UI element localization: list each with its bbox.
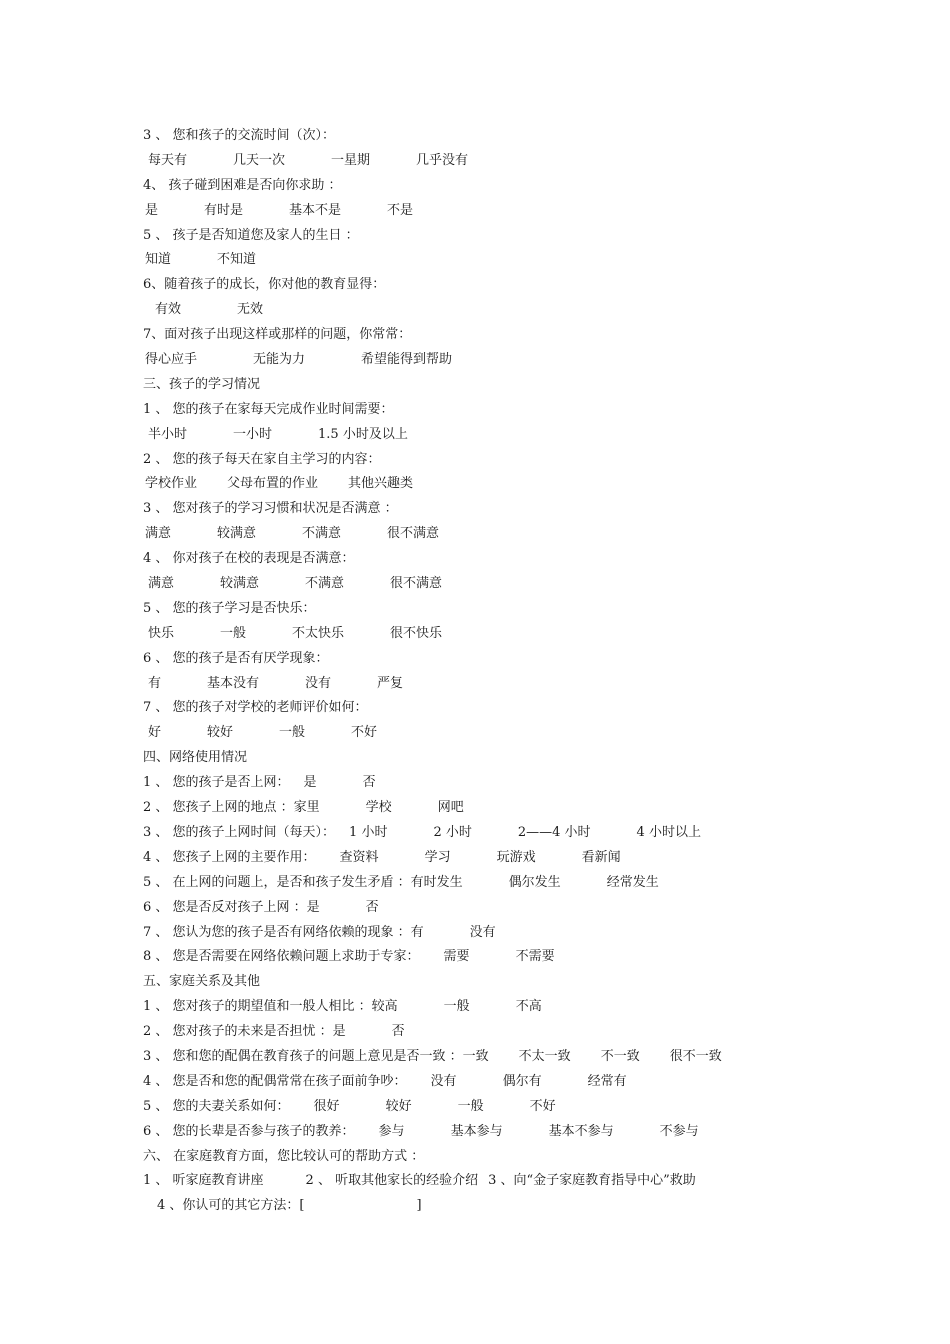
answer-option: 1 小时 <box>349 824 388 840</box>
document-line <box>143 373 803 398</box>
answer-option: 学习 <box>424 849 451 865</box>
document-line <box>143 1070 803 1095</box>
answer-option: 严复 <box>377 675 404 691</box>
answer-option: 父母布置的作业 <box>227 476 319 492</box>
question-text: 8 、 您是否需要在网络依赖问题上求助于专家： <box>143 949 420 965</box>
question-text: 4 、 你对孩子在校的表现是否满意： <box>143 551 355 567</box>
answer-option: 4 小时以上 <box>636 824 701 840</box>
document-line <box>143 398 803 423</box>
answer-option: 经常发生 <box>606 874 659 890</box>
question-text: 快乐 <box>148 625 175 641</box>
document-line <box>143 921 803 946</box>
answer-option: 2——4 小时 <box>517 824 591 840</box>
question-text: 5 、 您的夫妻关系如何： <box>143 1098 290 1114</box>
answer-option: 基本不参与 <box>548 1123 614 1139</box>
question-text: 4、 孩子碰到困难是否向你求助 ： <box>143 177 342 193</box>
document-line <box>143 771 803 796</box>
answer-option: 否 <box>362 775 376 791</box>
question-text: 学校作业 <box>145 476 198 492</box>
answer-option: 2 小时 <box>433 824 472 840</box>
document-line <box>143 174 803 199</box>
questionnaire-document <box>143 124 803 1219</box>
document-line <box>143 522 803 547</box>
document-line <box>143 945 803 970</box>
question-text: 1 、 听家庭教育讲座 <box>143 1173 264 1189</box>
answer-option: 不满意 <box>305 576 345 592</box>
answer-option: 不是 <box>387 202 414 218</box>
question-text: 半小时 <box>148 426 188 442</box>
document-line <box>143 1045 803 1070</box>
answer-option: 看新闻 <box>581 849 621 865</box>
answer-option: 参与 <box>378 1123 405 1139</box>
question-text: 7 、 您认为您的孩子是否有网络依赖的现象 ：有 <box>143 924 424 940</box>
answer-option: 很不满意 <box>387 526 440 542</box>
answer-option: 无效 <box>237 302 264 318</box>
document-line <box>143 821 803 846</box>
document-line <box>143 497 803 522</box>
question-text: 4 、 您孩子上网的主要作用： <box>143 849 316 865</box>
answer-option: 有时是 <box>204 202 244 218</box>
answer-option: 几乎没有 <box>416 152 469 168</box>
answer-option: 偶尔有 <box>502 1073 542 1089</box>
document-line <box>143 896 803 921</box>
answer-option: 基本参与 <box>450 1123 503 1139</box>
answer-option: 不太快乐 <box>292 625 345 641</box>
answer-option: 学校 <box>365 800 392 816</box>
answer-option: 偶尔发生 <box>508 874 561 890</box>
answer-option: 很不满意 <box>390 576 443 592</box>
question-text: 3 、 您和您的配偶在教育孩子的问题上意见是否一致 ：一致 <box>143 1048 489 1064</box>
document-line <box>143 1194 803 1219</box>
answer-option: 一般 <box>279 725 306 741</box>
question-text: 知道 <box>145 252 172 268</box>
answer-option: 希望能得到帮助 <box>361 352 453 368</box>
answer-option: 不高 <box>515 999 542 1015</box>
question-text: 1 、 您的孩子是否上网： <box>143 775 290 791</box>
document-line <box>143 721 803 746</box>
answer-option: ] <box>416 1198 422 1214</box>
question-text: 6、随着孩子的成长，你对他的教育显得： <box>143 277 386 293</box>
answer-option: 一小时 <box>233 426 273 442</box>
question-text: 2 、 您孩子上网的地点 ：家里 <box>143 800 320 816</box>
question-text: 得心应手 <box>145 352 198 368</box>
question-text: 2 、 您对孩子的未来是否担忧 ：是 <box>143 1024 346 1040</box>
answer-option: 否 <box>365 899 379 915</box>
document-line <box>143 995 803 1020</box>
answer-option: 较好 <box>207 725 234 741</box>
question-text: 3 、 您对孩子的学习习惯和状况是否满意 ： <box>143 501 398 517</box>
answer-option: 较满意 <box>220 576 260 592</box>
answer-option: 不太一致 <box>518 1048 571 1064</box>
document-line <box>143 597 803 622</box>
answer-option: 较满意 <box>217 526 257 542</box>
document-line <box>143 348 803 373</box>
answer-option: 网吧 <box>437 800 464 816</box>
answer-option: 几天一次 <box>233 152 286 168</box>
answer-option: 没有 <box>469 924 496 940</box>
question-text: 满意 <box>145 526 172 542</box>
document-line <box>143 323 803 348</box>
answer-option: 不知道 <box>217 252 257 268</box>
question-text: 好 <box>148 725 162 741</box>
document-line <box>143 572 803 597</box>
document-line <box>143 448 803 473</box>
question-text: 五、家庭关系及其他 <box>143 974 261 990</box>
document-line <box>143 224 803 249</box>
document-line <box>143 746 803 771</box>
answer-option: 2 、 听取其他家长的经验介绍 <box>305 1173 479 1189</box>
answer-option: 不参与 <box>659 1123 699 1139</box>
question-text: 7 、 您的孩子对学校的老师评价如何： <box>143 700 368 716</box>
document-line <box>143 871 803 896</box>
question-text: 4 、你认可的其它方法：[ <box>157 1198 305 1214</box>
question-text: 6 、 您是否反对孩子上网 ：是 <box>143 899 320 915</box>
document-line <box>143 423 803 448</box>
document-line <box>143 298 803 323</box>
question-text: 5 、 在上网的问题上，是否和孩子发生矛盾 ：有时发生 <box>143 874 463 890</box>
document-line <box>143 846 803 871</box>
document-line <box>143 149 803 174</box>
answer-option: 不满意 <box>302 526 342 542</box>
question-text: 5 、 孩子是否知道您及家人的生日 ： <box>143 227 359 243</box>
answer-option: 没有 <box>430 1073 457 1089</box>
question-text: 有 <box>148 675 162 691</box>
answer-option: 不一致 <box>600 1048 640 1064</box>
answer-option: 不好 <box>529 1098 556 1114</box>
answer-option: 经常有 <box>587 1073 627 1089</box>
answer-option: 较好 <box>385 1098 412 1114</box>
answer-option: 无能为力 <box>253 352 306 368</box>
answer-option: 不需要 <box>515 949 555 965</box>
answer-option: 没有 <box>305 675 332 691</box>
document-line <box>143 1020 803 1045</box>
question-text: 四、网络使用情况 <box>143 750 248 766</box>
document-line <box>143 248 803 273</box>
answer-option: 一般 <box>443 999 470 1015</box>
answer-option: 其他兴趣类 <box>348 476 414 492</box>
document-line <box>143 672 803 697</box>
answer-option: 基本不是 <box>289 202 342 218</box>
document-line <box>143 273 803 298</box>
question-text: 3 、 您的孩子上网时间（每天）： <box>143 824 336 840</box>
answer-option: 一般 <box>220 625 247 641</box>
document-line <box>143 547 803 572</box>
document-line <box>143 124 803 149</box>
question-text: 7、面对孩子出现这样或那样的问题，你常常： <box>143 327 412 343</box>
question-text: 6 、 您的孩子是否有厌学现象： <box>143 650 329 666</box>
document-line <box>143 199 803 224</box>
document-line <box>143 1095 803 1120</box>
answer-option: 查资料 <box>339 849 379 865</box>
question-text: 3 、 您和孩子的交流时间（次）： <box>143 128 336 143</box>
question-text: 6 、 您的长辈是否参与孩子的教养： <box>143 1123 355 1139</box>
answer-option: 基本没有 <box>207 675 260 691</box>
question-text: 1 、 您对孩子的期望值和一般人相比 ：较高 <box>143 999 398 1015</box>
answer-option: 很好 <box>313 1098 340 1114</box>
answer-option: 一般 <box>457 1098 484 1114</box>
answer-option: 3 、向“金子家庭教育指导中心”救助 <box>488 1173 696 1189</box>
question-text: 4 、 您是否和您的配偶常常在孩子面前争吵： <box>143 1073 407 1089</box>
document-line <box>143 622 803 647</box>
question-text: 有效 <box>155 302 182 318</box>
question-text: 2 、 您的孩子每天在家自主学习的内容： <box>143 451 381 467</box>
document-line <box>143 796 803 821</box>
answer-option: 需要 <box>443 949 470 965</box>
answer-option: 1.5 小时及以上 <box>318 426 408 442</box>
document-line <box>143 472 803 497</box>
question-text: 5 、 您的孩子学习是否快乐： <box>143 600 316 616</box>
document-line <box>143 1120 803 1145</box>
question-text: 1 、 您的孩子在家每天完成作业时间需要： <box>143 401 394 417</box>
answer-option: 很不快乐 <box>390 625 443 641</box>
answer-option: 是 <box>303 775 317 791</box>
document-line <box>143 970 803 995</box>
answer-option: 玩游戏 <box>496 849 536 865</box>
document-line <box>143 696 803 721</box>
answer-option: 很不一致 <box>669 1048 722 1064</box>
answer-option: 不好 <box>351 725 378 741</box>
document-line <box>143 1169 803 1194</box>
question-text: 三、孩子的学习情况 <box>143 376 261 392</box>
document-line <box>143 1145 803 1170</box>
document-line <box>143 647 803 672</box>
question-text: 满意 <box>148 576 175 592</box>
question-text: 每天有 <box>148 152 188 168</box>
question-text: 六、 在家庭教育方面，您比较认可的帮助方式 ： <box>143 1148 425 1164</box>
answer-option: 否 <box>391 1024 405 1040</box>
question-text: 是 <box>145 202 159 218</box>
answer-option: 一星期 <box>331 152 371 168</box>
